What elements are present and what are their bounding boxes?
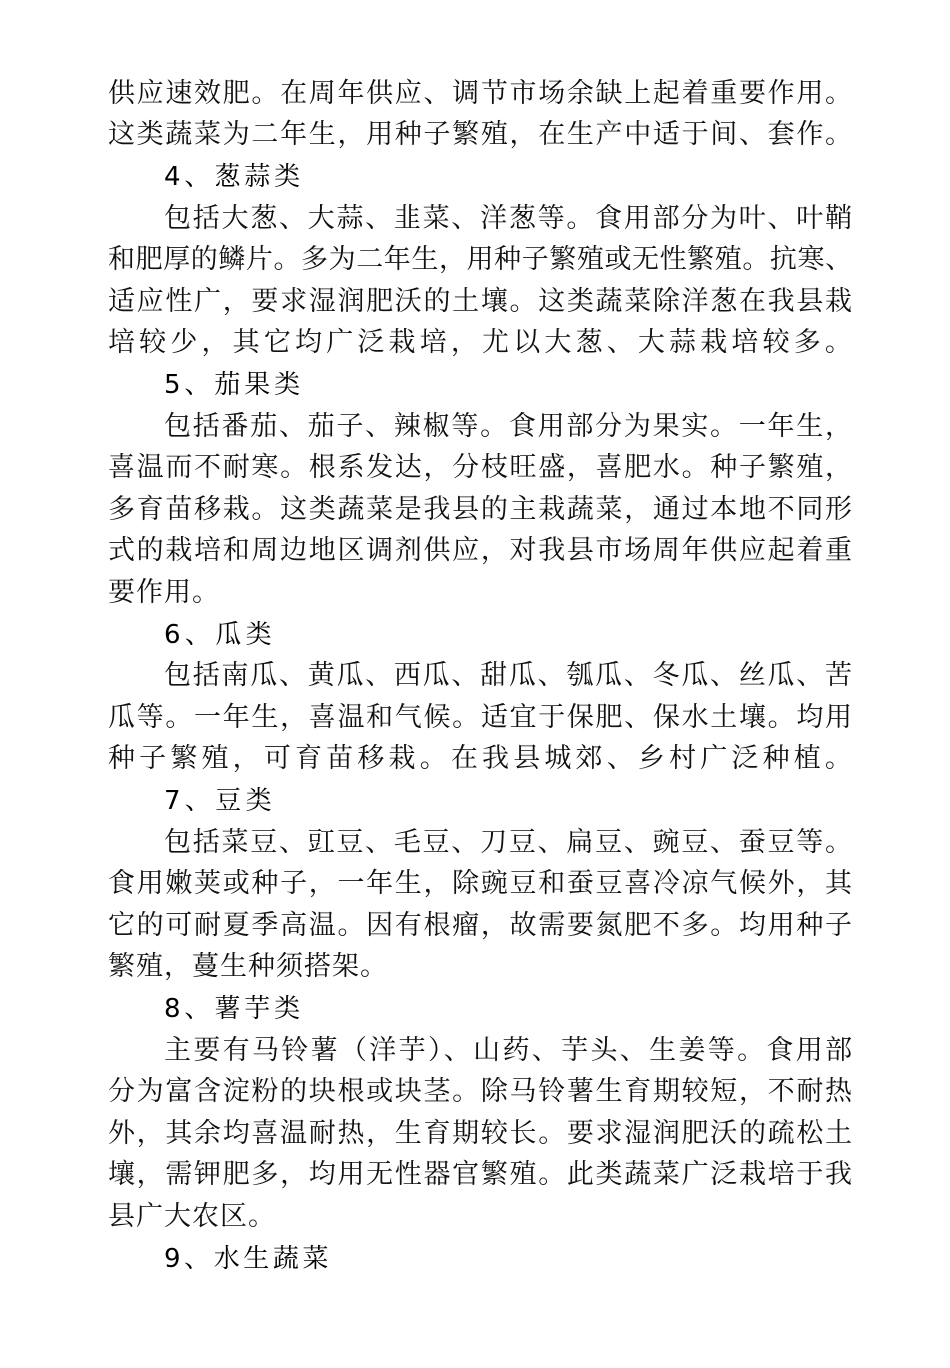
body-line: 包括南瓜、黄瓜、西瓜、甜瓜、瓠瓜、冬瓜、丝瓜、苦 xyxy=(164,660,854,691)
body-line: 供应速效肥。在周年供应、调节市场余缺上起着重要作用。 xyxy=(108,78,854,109)
body-line: 和肥厚的鳞片。多为二年生，用种子繁殖或无性繁殖。抗寒、 xyxy=(108,244,853,275)
body-line: 繁殖，蔓生种须搭架。 xyxy=(108,951,388,982)
section-heading: 9、水生蔬菜 xyxy=(164,1244,333,1274)
body-line: 瓜等。一年生，喜温和气候。适宜于保肥、保水土壤。均用 xyxy=(108,702,854,733)
body-line: 式的栽培和周边地区调剂供应，对我县市场周年供应起着重 xyxy=(108,535,854,566)
body-line: 喜温而不耐寒。根系发达，分枝旺盛，喜肥水。种子繁殖， xyxy=(108,452,854,483)
body-line: 要作用。 xyxy=(108,577,220,608)
body-line: 包括大葱、大蒜、韭菜、洋葱等。食用部分为叶、叶鞘 xyxy=(164,203,854,234)
body-line: 培较少，其它均广泛栽培，尤以大葱、大蒜栽培较多。 xyxy=(108,327,857,358)
section-heading: 4、葱蒜类 xyxy=(164,162,304,192)
body-line: 种子繁殖，可育苗移栽。在我县城郊、乡村广泛种植。 xyxy=(108,743,857,774)
body-line: 多育苗移栽。这类蔬菜是我县的主栽蔬菜，通过本地不同形 xyxy=(108,494,854,525)
section-heading: 6、瓜类 xyxy=(164,620,276,650)
body-line: 包括番茄、茄子、辣椒等。食用部分为果实。一年生， xyxy=(164,411,854,442)
section-heading: 5、茄果类 xyxy=(164,370,304,400)
body-line: 县广大农区。 xyxy=(108,1201,276,1232)
body-line: 适应性广，要求湿润肥沃的土壤。这类蔬菜除洋葱在我县栽 xyxy=(108,286,854,317)
body-line: 食用嫩荚或种子，一年生，除豌豆和蚕豆喜冷凉气候外，其 xyxy=(108,868,854,899)
body-line: 包括菜豆、豇豆、毛豆、刀豆、扁豆、豌豆、蚕豆等。 xyxy=(164,827,854,858)
body-line: 主要有马铃薯（洋芋）、山药、芋头、生姜等。食用部 xyxy=(164,1035,855,1066)
section-heading: 7、豆类 xyxy=(164,786,276,816)
body-line: 壤，需钾肥多，均用无性器官繁殖。此类蔬菜广泛栽培于我 xyxy=(108,1159,854,1190)
body-line: 它的可耐夏季高温。因有根瘤，故需要氮肥不多。均用种子 xyxy=(108,910,854,941)
body-line: 这类蔬菜为二年生，用种子繁殖，在生产中适于间、套作。 xyxy=(108,119,854,150)
section-heading: 8、薯芋类 xyxy=(164,994,304,1024)
body-line: 分为富含淀粉的块根或块茎。除马铃薯生育期较短，不耐热 xyxy=(108,1076,854,1107)
body-line: 外，其余均喜温耐热，生育期较长。要求湿润肥沃的疏松土 xyxy=(108,1118,854,1149)
